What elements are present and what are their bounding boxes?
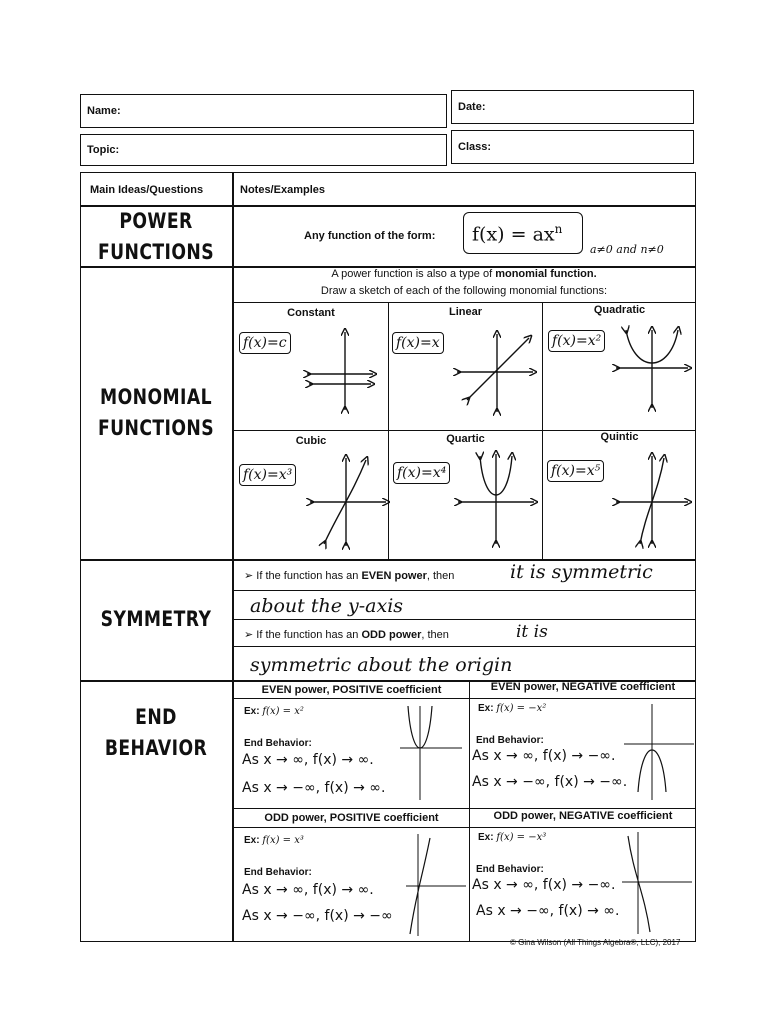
copyright-notice: © Gina Wilson (All Things Algebra®, LLC), 2017 bbox=[510, 938, 681, 947]
symmetry-even-answer-b[interactable]: about the y-axis bbox=[250, 595, 404, 617]
eb-odd-pos-label: End Behavior: bbox=[244, 867, 312, 878]
eb-even-neg-title: EVEN power, NEGATIVE coefficient bbox=[490, 681, 676, 693]
quadratic-sketch bbox=[612, 324, 692, 414]
sketch-grid-vline bbox=[388, 302, 389, 559]
col2-header: Notes/Examples bbox=[240, 184, 325, 196]
eb-odd-pos-line1[interactable]: As x → ∞, f(x) → ∞. bbox=[242, 882, 374, 898]
symmetry-title: SYMMETRY bbox=[100, 607, 212, 631]
end-behavior-title-line1: END bbox=[135, 705, 177, 729]
eb-odd-neg-label: End Behavior: bbox=[476, 864, 544, 875]
monomial-intro-line2: Draw a sketch of each of the following monomial functions: bbox=[320, 285, 608, 297]
cubic-sketch bbox=[308, 452, 388, 552]
col1-header: Main Ideas/Questions bbox=[90, 184, 204, 196]
quintic-sketch bbox=[612, 450, 692, 550]
power-formula bbox=[472, 222, 562, 245]
symmetry-rule bbox=[234, 646, 696, 647]
quintic-formula: f(x)=x⁵ bbox=[547, 460, 604, 482]
quartic-title: Quartic bbox=[446, 433, 485, 445]
quadratic-formula: f(x)=x² bbox=[548, 330, 605, 352]
eb-even-neg-function: f(x) = −x² bbox=[496, 703, 547, 714]
power-functions-title bbox=[94, 206, 219, 268]
eb-ex-label: Ex: bbox=[478, 832, 494, 843]
eb-odd-neg-function: f(x) = −x³ bbox=[496, 832, 547, 843]
quartic-formula: f(x)=x⁴ bbox=[393, 462, 450, 484]
quartic-sketch bbox=[456, 450, 536, 550]
eb-even-neg-example bbox=[478, 703, 546, 714]
eb-even-neg-label: End Behavior: bbox=[476, 735, 544, 746]
eb-even-pos-line2[interactable]: As x → −∞, f(x) → ∞. bbox=[242, 780, 386, 796]
end-behavior-title bbox=[94, 702, 219, 764]
eb-even-pos-function: f(x) = x² bbox=[262, 706, 304, 717]
eb-ex-label: Ex: bbox=[478, 703, 494, 714]
eb-even-pos-graph bbox=[400, 702, 462, 802]
power-formula-base: f(x) = ax bbox=[472, 223, 555, 246]
eb-even-neg-graph bbox=[624, 700, 694, 800]
eb-odd-neg-line2[interactable]: As x → −∞, f(x) → ∞. bbox=[476, 903, 620, 919]
eb-odd-neg-line1[interactable]: As x → ∞, f(x) → −∞. bbox=[472, 877, 616, 893]
monomial-intro-text: A power function is also a type of bbox=[331, 268, 496, 280]
constant-title: Constant bbox=[287, 307, 335, 319]
eb-odd-neg-graph bbox=[622, 830, 692, 934]
power-formula-exponent: n bbox=[554, 222, 563, 236]
class-label: Class: bbox=[458, 141, 492, 153]
symmetry-odd-bold: ODD power bbox=[361, 629, 422, 641]
eb-odd-pos-line2[interactable]: As x → −∞, f(x) → −∞ bbox=[242, 908, 393, 924]
class-field[interactable] bbox=[451, 130, 694, 164]
symmetry-even-prompt bbox=[244, 569, 454, 582]
name-label: Name: bbox=[87, 105, 121, 117]
symmetry-odd-prompt bbox=[244, 628, 449, 641]
linear-formula: f(x)=x bbox=[392, 332, 444, 354]
power-condition: a≠0 and n≠0 bbox=[590, 243, 664, 256]
eb-odd-neg-example bbox=[478, 832, 546, 843]
eb-even-pos-example bbox=[244, 706, 304, 717]
bullet-arrow-icon: ➢ bbox=[244, 629, 257, 641]
cubic-formula: f(x)=x³ bbox=[239, 464, 296, 486]
symmetry-rule bbox=[234, 590, 696, 591]
eb-ex-label: Ex: bbox=[244, 835, 260, 846]
date-field[interactable] bbox=[451, 90, 694, 124]
end-behavior-title-line2: BEHAVIOR bbox=[104, 736, 208, 760]
monomial-functions-title bbox=[94, 382, 219, 444]
symmetry-even-post: , then bbox=[426, 570, 455, 582]
date-label: Date: bbox=[458, 101, 486, 113]
monomial-intro-line1 bbox=[234, 268, 694, 280]
power-title-line1: POWER bbox=[119, 209, 193, 233]
name-field[interactable] bbox=[80, 94, 447, 128]
eb-even-neg-line2[interactable]: As x → −∞, f(x) → −∞. bbox=[472, 774, 628, 790]
eb-odd-neg-title: ODD power, NEGATIVE coefficient bbox=[493, 810, 673, 822]
eb-odd-pos-title: ODD power, POSITIVE coefficient bbox=[264, 812, 439, 824]
monomial-title-line1: MONOMIAL bbox=[100, 385, 212, 409]
symmetry-rule bbox=[234, 619, 696, 620]
power-formula-box bbox=[463, 212, 583, 254]
symmetry-even-bold: EVEN power bbox=[361, 570, 427, 582]
eb-odd-pos-graph bbox=[406, 832, 466, 936]
eb-even-neg-line1[interactable]: As x → ∞, f(x) → −∞. bbox=[472, 748, 616, 764]
bullet-arrow-icon: ➢ bbox=[244, 570, 257, 582]
eb-odd-pos-example bbox=[244, 835, 304, 846]
symmetry-odd-pre: If the function has an bbox=[256, 629, 362, 641]
power-title-line2: FUNCTIONS bbox=[97, 240, 215, 264]
eb-even-pos-label: End Behavior: bbox=[244, 738, 312, 749]
eb-even-pos-title: EVEN power, POSITIVE coefficient bbox=[261, 684, 442, 696]
symmetry-even-pre: If the function has an bbox=[256, 570, 362, 582]
quadratic-title: Quadratic bbox=[593, 304, 646, 316]
symmetry-odd-answer-b[interactable]: symmetric about the origin bbox=[250, 654, 513, 676]
topic-field[interactable] bbox=[80, 134, 447, 166]
eb-ex-label: Ex: bbox=[244, 706, 260, 717]
monomial-intro-bold: monomial function. bbox=[495, 268, 597, 280]
constant-sketch bbox=[305, 328, 375, 418]
symmetry-odd-post: , then bbox=[421, 629, 449, 641]
eb-grid-hline bbox=[234, 827, 696, 828]
cubic-title: Cubic bbox=[295, 435, 327, 447]
quintic-title: Quintic bbox=[600, 431, 639, 443]
monomial-title-line2: FUNCTIONS bbox=[97, 416, 215, 440]
symmetry-even-answer-a[interactable]: it is symmetric bbox=[510, 561, 653, 583]
eb-even-pos-line1[interactable]: As x → ∞, f(x) → ∞. bbox=[242, 752, 374, 768]
linear-sketch bbox=[455, 330, 535, 420]
eb-odd-pos-function: f(x) = x³ bbox=[262, 835, 304, 846]
topic-label: Topic: bbox=[87, 144, 120, 156]
power-prompt: Any function of the form: bbox=[304, 230, 436, 242]
symmetry-odd-answer-a[interactable]: it is bbox=[516, 622, 548, 642]
constant-formula: f(x)=c bbox=[239, 332, 291, 354]
linear-title: Linear bbox=[448, 306, 482, 318]
